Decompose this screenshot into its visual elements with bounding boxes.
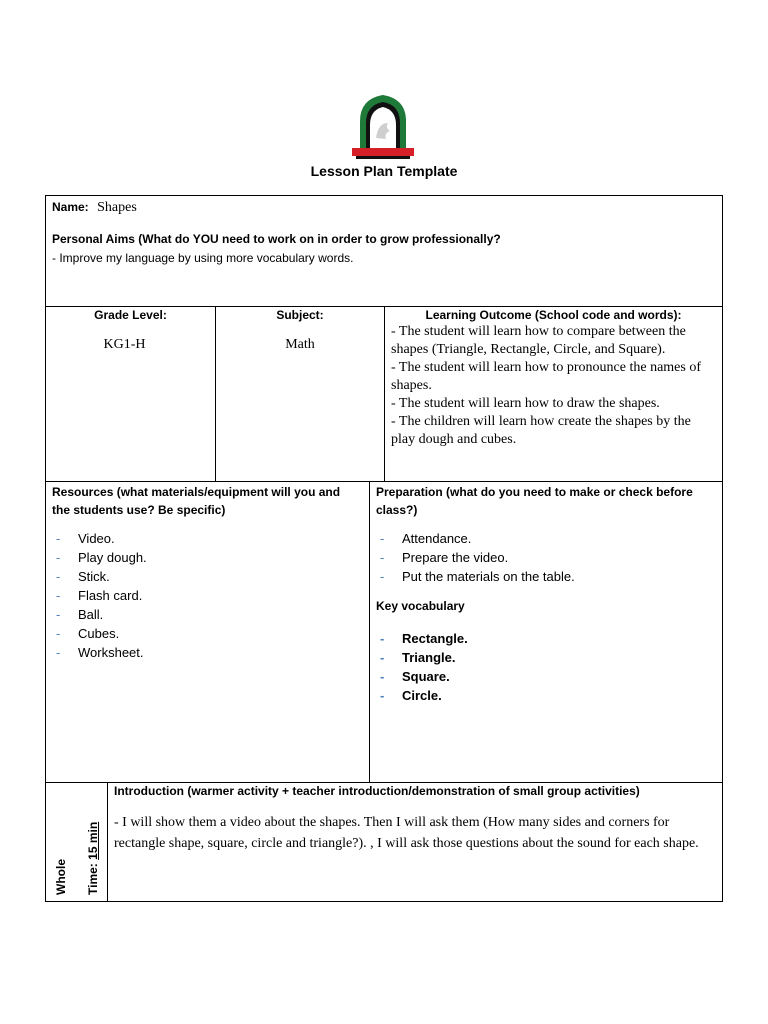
introduction-text: - I will show them a video about the shapes. Then I will ask them (How many sides and corners for rectangle shape, square, circle and triangle?). , I will ask those questions about the sound for each shape. bbox=[114, 815, 699, 851]
outcome-item: - The student will learn how to pronounce the names of shapes. bbox=[391, 360, 701, 393]
resources-label: Resources bbox=[52, 485, 114, 499]
introduction-prompt: (warmer activity + teacher introduction/demonstration of small group activities) bbox=[187, 784, 640, 798]
outcome-item: - The student will learn how to compare between the shapes (Triangle, Rectangle, Circle, and Square). bbox=[391, 324, 686, 357]
name-label: Name: bbox=[52, 200, 89, 214]
introduction-cell bbox=[107, 782, 723, 902]
list-item: - Attendance. bbox=[380, 531, 472, 546]
outcome-item: - The children will learn how create the shapes by the play dough and cubes. bbox=[391, 414, 691, 447]
list-item: - Prepare the video. bbox=[380, 550, 509, 565]
whole-label: Whole bbox=[54, 859, 68, 895]
outcome-item: - The student will learn how to draw the shapes. bbox=[391, 396, 660, 411]
key-vocabulary-label: Key vocabulary bbox=[376, 599, 465, 613]
list-item: - Square. bbox=[380, 669, 450, 684]
grade-level-cell bbox=[45, 306, 216, 482]
document-title: Lesson Plan Template bbox=[310, 163, 458, 179]
name-value: Shapes bbox=[97, 200, 137, 215]
resources-cell bbox=[45, 481, 370, 783]
list-item: - Play dough. bbox=[56, 550, 147, 565]
aims-label: Personal Aims bbox=[52, 232, 135, 246]
list-item: - Video. bbox=[56, 531, 115, 546]
school-logo bbox=[350, 93, 416, 163]
grade-label: Grade Level: bbox=[94, 308, 167, 322]
resources-prompt-1: (what materials/equipment will you and bbox=[116, 485, 341, 499]
outcome-label: Learning Outcome bbox=[425, 308, 532, 322]
outcome-prompt: (School code and words): bbox=[534, 308, 682, 322]
list-item: - Flash card. bbox=[56, 588, 143, 603]
list-item: - Cubes. bbox=[56, 626, 120, 641]
resources-list bbox=[52, 529, 147, 662]
aims-prompt: (What do YOU need to work on in order to grow professionally? bbox=[138, 232, 501, 246]
list-item: - Triangle. bbox=[380, 650, 456, 665]
list-item: - Rectangle. bbox=[380, 631, 468, 646]
preparation-cell bbox=[369, 481, 723, 783]
time-value: 15 min bbox=[86, 821, 100, 860]
list-item: - Stick. bbox=[56, 569, 110, 584]
key-vocabulary-list bbox=[376, 629, 468, 705]
grade-value: KG1-H bbox=[103, 337, 146, 352]
subject-cell bbox=[215, 306, 385, 482]
name-aims-section bbox=[45, 195, 723, 307]
resources-prompt-2: the students use? Be specific) bbox=[52, 503, 226, 517]
learning-outcome-cell bbox=[384, 306, 723, 482]
preparation-prompt-1: (what do you need to make or check before bbox=[446, 485, 693, 499]
list-item: - Put the materials on the table. bbox=[380, 569, 575, 584]
time-label: Time: 15 min bbox=[86, 821, 100, 895]
introduction-label: Introduction bbox=[114, 784, 184, 798]
subject-label: Subject: bbox=[276, 308, 324, 322]
list-item: - Ball. bbox=[56, 607, 104, 622]
introduction-side-cell bbox=[45, 782, 108, 902]
subject-value: Math bbox=[285, 337, 315, 352]
list-item: - Circle. bbox=[380, 688, 442, 703]
list-item: - Worksheet. bbox=[56, 645, 144, 660]
preparation-prompt-2: class?) bbox=[376, 503, 418, 517]
aims-text: - Improve my language by using more vocabulary words. bbox=[52, 251, 354, 265]
preparation-list bbox=[376, 529, 575, 586]
preparation-label: Preparation bbox=[376, 485, 443, 499]
